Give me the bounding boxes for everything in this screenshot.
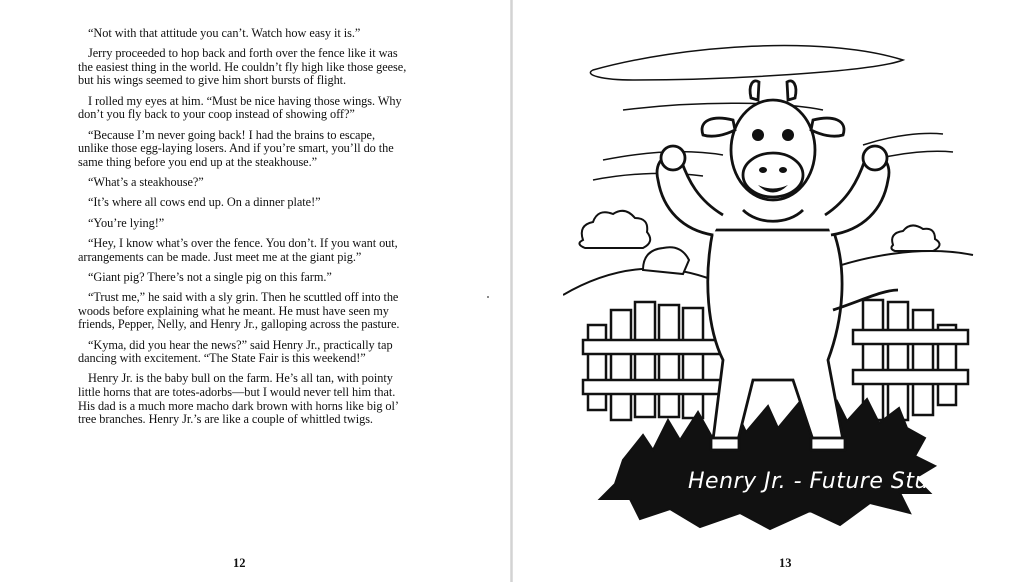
paragraph: Henry Jr. is the baby bull on the farm. He’s all tan, with pointy little horns that are totes-adorbs—but I would never tell him that. His dad is a much more macho dark brown with horns like big ol’ tree branches. Henry Jr.’s are like a couple of whittled twigs. [78,371,399,427]
paragraph: “Hey, I know what’s over the fence. You don’t. If you want out, arrangements can be made. Just meet me at the giant pig.” [78,235,398,264]
right-page [513,0,1024,582]
page-number-right: 13 [779,556,792,570]
paragraph: I rolled my eyes at him. “Must be nice having those wings. Why don’t you fly back to your coop instead of showing off?” [78,93,402,122]
paragraph: “Kyma, did you hear the news?” said Henry Jr., practically tap dancing with excitement. “The State Fair is this weekend!” [78,337,393,366]
paragraph: “Trust me,” he said with a sly grin. Then he scuttled off into the woods before explaining what he meant. He must have seen my friends, Pepper, Nelly, and Henry Jr., galloping across the pasture. [78,290,400,332]
left-page [0,0,510,582]
stray-mark [487,296,489,298]
paragraph: “You’re lying!” [88,215,165,230]
hill-left [563,269,713,295]
fence-right [853,300,968,420]
illustration-caption: Henry Jr. - Future Stud ! [688,469,961,494]
fence-left [583,302,723,420]
paragraph: Jerry proceeded to hop back and forth over the fence like it was the easiest thing in the world. He couldn’t fly high like those geese, but his wings seemed to give him short bursts of flight. [78,46,407,88]
paragraph: “Not with that attitude you can’t. Watch how easy it is.” [88,26,361,40]
story-text [78,27,408,434]
page-number-left: 12 [233,556,246,570]
paragraph: “Because I’m never going back! I had the brains to escape, unlike those egg-laying losers. And if you’re smart, you’ll do the same thing before you end up at the steakhouse.” [78,127,394,169]
paragraph: “Giant pig? There’s not a single pig on this farm.” [88,269,332,284]
paragraph: “What’s a steakhouse?” [88,175,204,190]
paragraph: “It’s where all cows end up. On a dinner plate!” [88,195,321,210]
bull-illustration [563,40,983,540]
